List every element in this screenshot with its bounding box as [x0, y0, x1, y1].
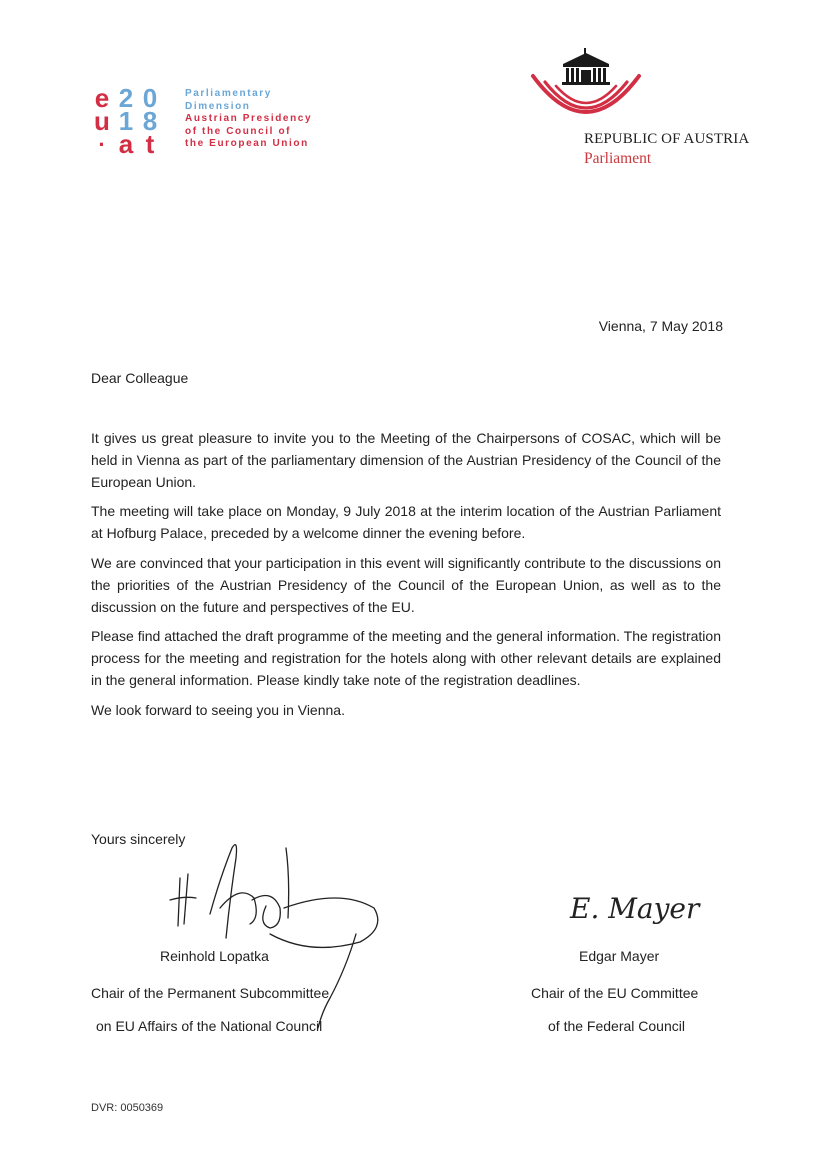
signature-lopatka — [160, 838, 390, 1038]
logo-line: Austrian Presidency — [185, 113, 313, 125]
logo-char: a — [118, 129, 134, 159]
dvr-number: DVR: 0050369 — [91, 1102, 164, 1114]
letter-date: Vienna, 7 May 2018 — [598, 318, 723, 334]
parliament-title: Parliament — [584, 150, 652, 167]
logo-line: Dimension — [185, 100, 251, 112]
letter-body — [91, 428, 721, 730]
logo-char: 1 — [118, 106, 134, 136]
signature-mayer — [560, 882, 730, 932]
paragraph: We look forward to seeing you in Vienna. — [91, 701, 345, 718]
logo-char: · — [98, 132, 106, 157]
paragraph: We are convinced that your participation in this event will significantly contribute to the discussions on the priorities of the Austrian Presidency of the Council of the European Union, as well as to the discussion on the future and perspectives of the EU. — [91, 554, 721, 615]
logo-char: e — [94, 83, 110, 113]
logo-char: t — [145, 129, 155, 159]
logo-line: Parliamentary — [185, 88, 272, 99]
signer-title-right-2: of the Federal Council — [548, 1018, 685, 1034]
logo-tagline — [185, 88, 312, 151]
salutation: Dear Colleague — [91, 370, 189, 386]
signer-name-left: Reinhold Lopatka — [160, 948, 269, 964]
closing: Yours sincerely — [91, 831, 186, 847]
handwritten-signature-text: E. Mayer — [570, 892, 700, 925]
paragraph: The meeting will take place on Monday, 9 July 2018 at the interim location of the Austrian Parliament at Hofburg Palace, preceded by a welcome dinner the evening before. — [91, 503, 721, 542]
logo-char: u — [94, 106, 110, 136]
signer-title-left-2: on EU Affairs of the National Council — [96, 1018, 323, 1034]
logo-line: of the Council of — [185, 125, 292, 137]
paragraph: It gives us great pleasure to invite you to the Meeting of the Chairpersons of COSAC, which will be held in Vienna as part of the parliamentary dimension of the Austrian Presidency of the Council of the European Union. — [91, 430, 721, 490]
paragraph: Please find attached the draft programme of the meeting and the general information. The registration process for the meeting and registration for the hotels along with other relevant details are explained in the general information. Please kindly take note of the registration deadlines. — [91, 628, 721, 688]
parliament-emblem-icon — [527, 48, 645, 118]
logo-line: the European Union — [185, 138, 309, 150]
eu2018-logo — [90, 83, 330, 167]
republic-title: REPUBLIC OF AUSTRIA — [584, 131, 750, 147]
signer-name-right: Edgar Mayer — [579, 948, 660, 964]
signer-title-right-1: Chair of the EU Committee — [531, 985, 699, 1001]
logo-mark — [90, 83, 162, 159]
logo-char: 8 — [142, 106, 158, 136]
signer-title-left-1: Chair of the Permanent Subcommittee — [91, 985, 330, 1001]
logo-char: 2 — [118, 83, 134, 113]
logo-char: 0 — [142, 83, 158, 113]
